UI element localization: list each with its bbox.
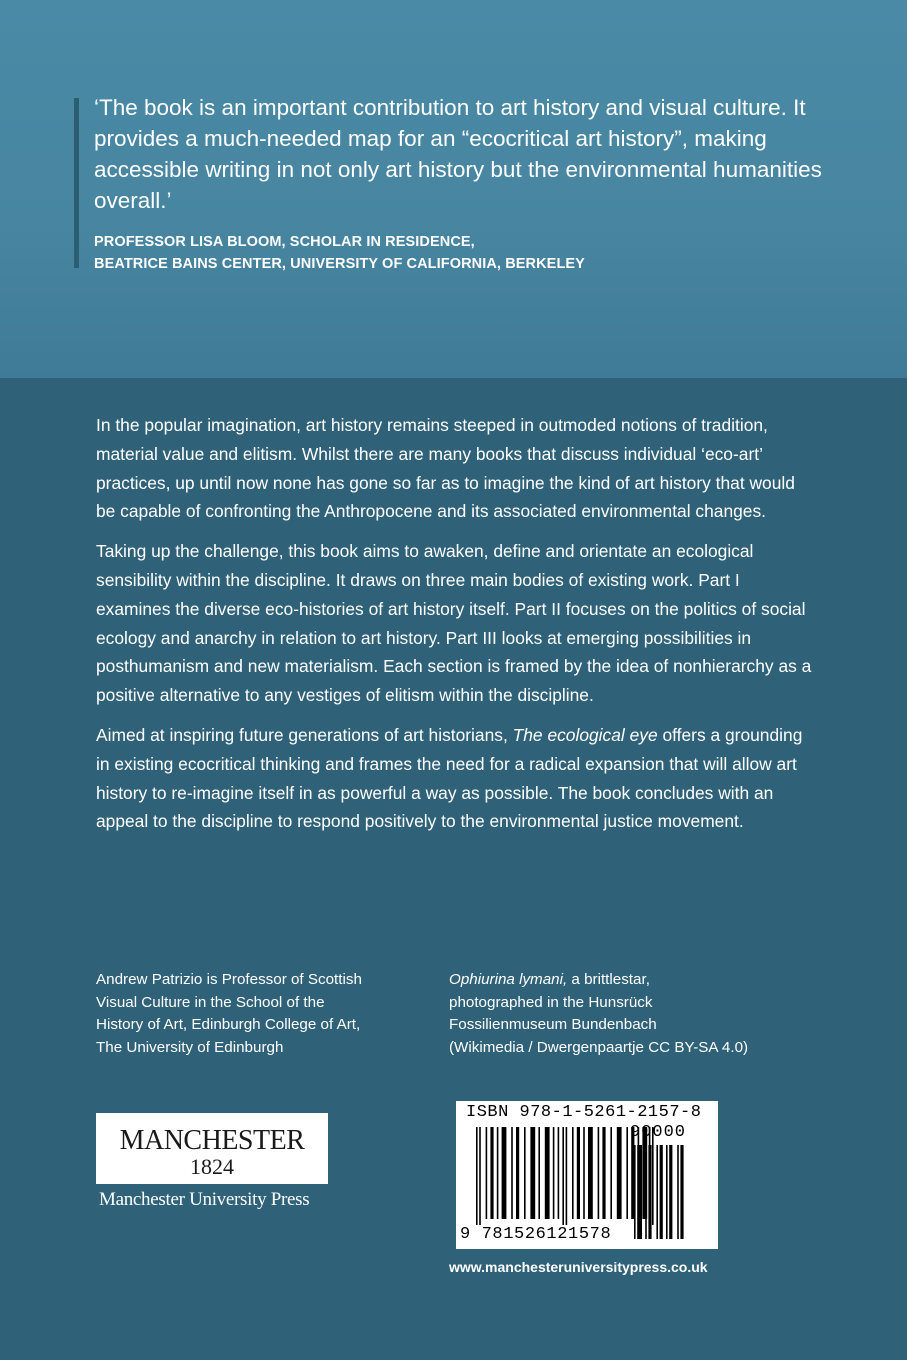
barcode-bar (553, 1127, 555, 1219)
quote-attribution (94, 231, 794, 275)
barcode-addon-bar (634, 1145, 636, 1239)
barcode-guard-bar (479, 1127, 481, 1225)
credit-line: (Wikimedia / Dwergenpaartje CC BY-SA 4.0) (449, 1038, 749, 1056)
credit-line (449, 969, 809, 992)
attribution-line: BEATRICE BAINS CENTER, UNIVERSITY OF CALIFORNIA, BERKELEY (94, 256, 585, 272)
barcode-bar (588, 1127, 593, 1219)
bio-line: Visual Culture in the School of the (96, 993, 325, 1011)
barcode-addon: 90000 (630, 1123, 687, 1142)
isbn-label: ISBN 978-1-5261-2157-8 (466, 1103, 702, 1122)
publisher-logo (96, 1113, 328, 1184)
bio-line: Andrew Patrizio is Professor of Scottish (96, 971, 362, 988)
barcode-bar (524, 1127, 526, 1219)
barcode-bar (558, 1127, 560, 1219)
description-paragraph: Taking up the challenge, this book aims to awaken, define and orientate an ecological sensibility within the discipline. It draws on three main bodies of existing work. Part I examines the diverse eco-histories of art history itself. Part II focuses on the politics of social ecology and anarchy in relation to art history. Part III looks at emerging possibilities in posthumanism and new materialism. Each section is framed by the idea of nonhierarchy as a positive alternative to any vestiges of elitism within the discipline. (96, 541, 812, 706)
barcode-bar (538, 1127, 540, 1219)
barcode-addon-bar (648, 1145, 651, 1239)
publisher-logo-name: MANCHESTER (119, 1125, 305, 1156)
credit-line: Fossilienmuseum Bundenbach (449, 1016, 657, 1034)
barcode-addon-bar (666, 1145, 668, 1239)
bio-line: The University of Edinburgh (96, 1038, 284, 1056)
publisher-website[interactable]: www.manchesteruniversitypress.co.uk (449, 1259, 708, 1275)
book-description (96, 411, 816, 847)
credit-text: a brittlestar, (567, 971, 650, 988)
barcode-guard-bar (562, 1127, 564, 1225)
barcode-bar (617, 1127, 622, 1219)
barcode-addon-bar (669, 1145, 672, 1239)
book-title: The ecological eye (512, 724, 658, 745)
barcode-addon-bar (637, 1145, 642, 1239)
author-bio (96, 969, 416, 1059)
press-name: Manchester University Press (99, 1189, 310, 1210)
barcode-addon-bar (677, 1145, 679, 1239)
barcode-bar (530, 1127, 535, 1219)
bio-line: History of Art, Edinburgh College of Art, (96, 1016, 361, 1034)
barcode-bar (545, 1127, 550, 1219)
paragraph-text: Aimed at inspiring future generations of art historians, (96, 724, 513, 745)
credit-line: photographed in the Hunsrück (449, 993, 653, 1011)
quote-accent-bar (74, 98, 79, 268)
isbn-barcode (456, 1101, 718, 1249)
barcode-bar (486, 1127, 488, 1219)
publisher-logo-year: 1824 (190, 1154, 234, 1179)
barcode-guard-bar (566, 1127, 568, 1225)
barcode-addon-bar (660, 1145, 663, 1239)
barcode-bar (511, 1127, 513, 1219)
endorsement-quote: ‘The book is an important contribution to art history and visual culture. It provides a much-needed map for an “ecocritical art history”, making accessible writing in not only art history but the environmental humanities overall.’ (94, 95, 822, 213)
ean-first-digit: 9 (460, 1225, 471, 1244)
barcode-guard-bar (476, 1127, 478, 1225)
attribution-line: PROFESSOR LISA BLOOM, SCHOLAR IN RESIDENCE, (94, 234, 475, 250)
barcode-bar (516, 1127, 519, 1219)
barcode-bar (577, 1127, 580, 1219)
ean-rest-digits: 781526121578 (481, 1225, 612, 1244)
ean-digits (460, 1225, 611, 1244)
barcode-bar (572, 1127, 574, 1219)
barcode-bar (490, 1127, 493, 1219)
barcode-addon-bar (656, 1145, 658, 1239)
barcode-bar (602, 1127, 605, 1219)
description-paragraph (96, 721, 816, 836)
barcode-addon-bar (645, 1145, 647, 1239)
barcode-addon-bar (680, 1145, 683, 1239)
paragraph-text: offers a grounding in existing ecocritical thinking and frames the need for a radical expansion that will allow art history to re-imagine itself in as powerful a way as possible. The book concludes with an appeal to the discipline to respond positively to the environmental justice movement. (96, 724, 803, 832)
barcode-bar (610, 1127, 612, 1219)
species-name: Ophiurina lymani, (449, 971, 568, 988)
description-paragraph: In the popular imagination, art history remains steeped in outmoded notions of tradition, material value and elitism. Whilst there are many books that discuss individual ‘eco-art’ practices, up until now none has gone so far as to imagine the kind of art history that would be capable of confronting the Anthropocene and its associated environmental changes. (96, 415, 795, 522)
barcode-bar (626, 1127, 628, 1219)
barcode-bar (497, 1127, 499, 1219)
image-credit (449, 969, 809, 1059)
barcode-bar (502, 1127, 507, 1219)
barcode-bar (598, 1127, 600, 1219)
barcode-bar (583, 1127, 585, 1219)
